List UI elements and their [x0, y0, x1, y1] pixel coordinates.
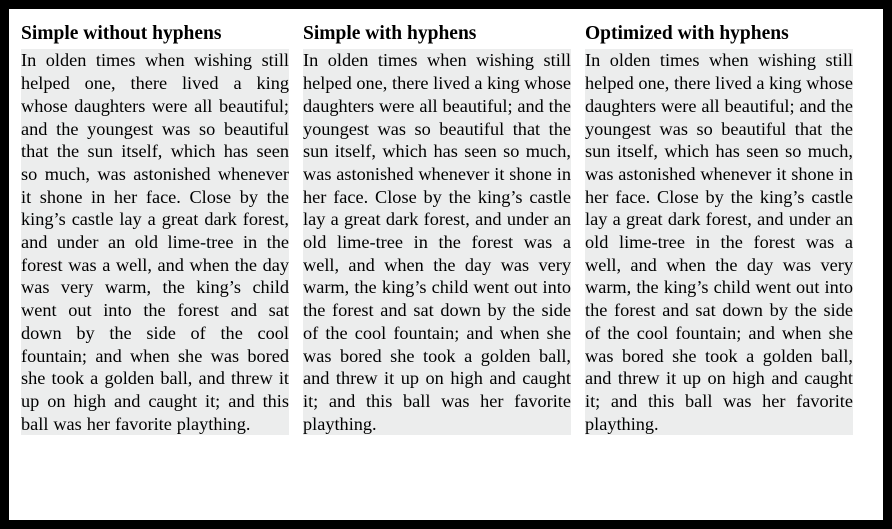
column-body-optimized-with-hyphens: In olden times when wishing still helped one, there lived a king whose daughters were all beautiful; and the youngest was so beautiful that the sun itself, which has seen so much, was astonished whenever it shone in her face. Close by the king’s castle lay a great dark forest, and under an old lime-tree in the forest was a well, and when the day was very warm, the king’s child went out into the forest and sat down by the side of the cool fountain; and when she was bored she took a golden ball, and threw it up on high and caught it; and this ball was her favorite plaything. — [585, 50, 853, 434]
column-simple-with-hyphens — [303, 23, 571, 435]
column-body-simple-with-hyphens: In olden times when wishing still helped one, there lived a king whose daughters were all beautiful; and the youngest was so beautiful that the sun itself, which has seen so much, was astonished whenever it shone in her face. Close by the king’s castle lay a great dark forest, and under an old lime-tree in the forest was a well, and when the day was very warm, the king’s child went out into the forest and sat down by the side of the cool fountain; and when she was bored she took a golden ball, and threw it up on high and caught it; and this ball was her favorite plaything. — [303, 50, 571, 434]
column-simple-without-hyphens — [21, 23, 289, 435]
column-body-simple-without-hyphens: In olden times when wishing still helped one, there lived a king whose daughters were all beautiful; and the youngest was so beautiful that the sun itself, which has seen so much, was astonished whenever it shone in her face. Close by the king’s castle lay a great dark forest, and under an old lime-tree in the forest was a well, and when the day was very warm, the king’s child went out into the forest and sat down by the side of the cool fountain; and when she was bored she took a golden ball, and threw it up on high and caught it; and this ball was her favorite plaything. — [21, 50, 289, 434]
column-heading-simple-without-hyphens: Simple without hyphens — [21, 23, 222, 44]
column-heading-optimized-with-hyphens: Optimized with hyphens — [585, 23, 789, 44]
column-optimized-with-hyphens — [585, 23, 853, 435]
document-page — [9, 9, 883, 520]
column-container — [9, 9, 883, 520]
column-heading-simple-with-hyphens: Simple with hyphens — [303, 23, 477, 44]
